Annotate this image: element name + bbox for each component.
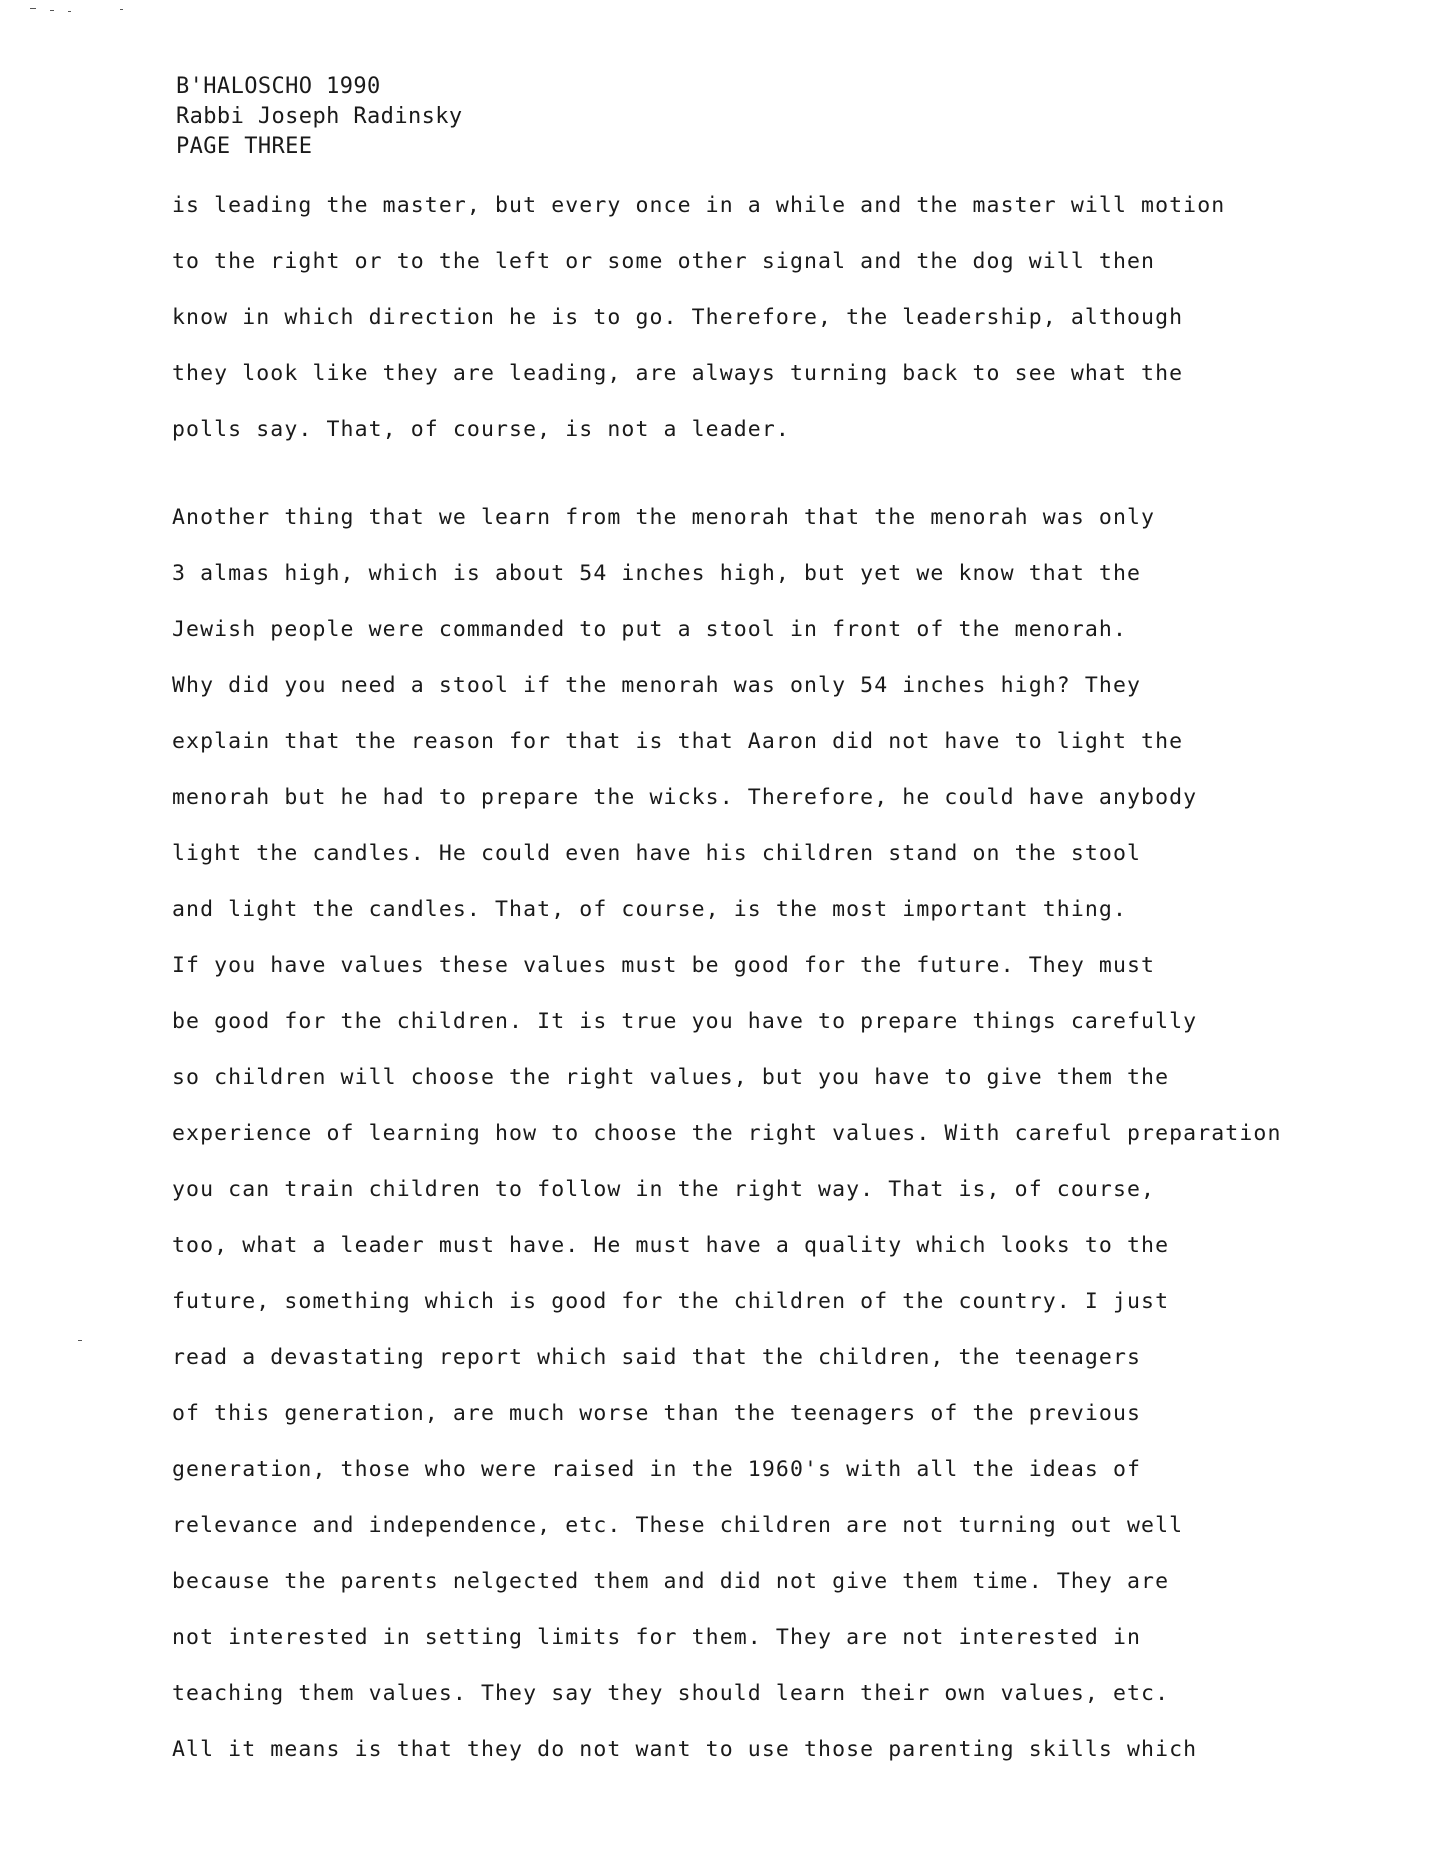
text-line: experience of learning how to choose the right values. With careful preparation (172, 1121, 1282, 1146)
text-line: future, something which is good for the children of the country. I just (172, 1289, 1170, 1314)
text-line: because the parents nelgected them and did not give them time. They are (172, 1569, 1170, 1594)
text-line: Another thing that we learn from the menorah that the menorah was only (172, 505, 1156, 530)
text-line: read a devastating report which said that the children, the teenagers (172, 1345, 1142, 1370)
text-line: know in which direction he is to go. Therefore, the leadership, although (172, 305, 1184, 330)
text-line: explain that the reason for that is that Aaron did not have to light the (172, 729, 1184, 754)
text-line: so children will choose the right values, but you have to give them the (172, 1065, 1170, 1090)
text-line: All it means is that they do not want to use those parenting skills which (172, 1737, 1198, 1762)
text-line: Jewish people were commanded to put a stool in front of the menorah. (172, 617, 1127, 642)
text-line: not interested in setting limits for them. They are not interested in (172, 1625, 1142, 1650)
header-author: Rabbi Joseph Radinsky (176, 104, 463, 129)
text-line: and light the candles. That, of course, is the most important thing. (172, 897, 1127, 922)
text-line: too, what a leader must have. He must have a quality which looks to the (172, 1233, 1170, 1258)
text-line: be good for the children. It is true you have to prepare things carefully (172, 1009, 1198, 1034)
text-line: of this generation, are much worse than the teenagers of the previous (172, 1401, 1142, 1426)
text-line: generation, those who were raised in the 1960's with all the ideas of (172, 1457, 1142, 1482)
text-line: 3 almas high, which is about 54 inches high, but yet we know that the (172, 561, 1142, 586)
text-line: menorah but he had to prepare the wicks. Therefore, he could have anybody (172, 785, 1198, 810)
text-line: polls say. That, of course, is not a leader. (172, 417, 790, 442)
paragraph-1 (172, 178, 1225, 458)
header-title: B'HALOSCHO 1990 (176, 74, 381, 99)
text-line: light the candles. He could even have his children stand on the stool (172, 841, 1142, 866)
header-page-label: PAGE THREE (176, 134, 313, 159)
paragraph-2 (172, 490, 1281, 1778)
text-line: If you have values these values must be good for the future. They must (172, 953, 1156, 978)
text-line: teaching them values. They say they should learn their own values, etc. (172, 1681, 1170, 1706)
document-header (176, 72, 463, 162)
text-line: Why did you need a stool if the menorah was only 54 inches high? They (172, 673, 1142, 698)
text-line: you can train children to follow in the right way. That is, of course, (172, 1177, 1156, 1202)
text-line: to the right or to the left or some other signal and the dog will then (172, 249, 1156, 274)
text-line: is leading the master, but every once in a while and the master will motion (172, 193, 1226, 218)
text-line: relevance and independence, etc. These children are not turning out well (172, 1513, 1184, 1538)
text-line: they look like they are leading, are always turning back to see what the (172, 361, 1184, 386)
